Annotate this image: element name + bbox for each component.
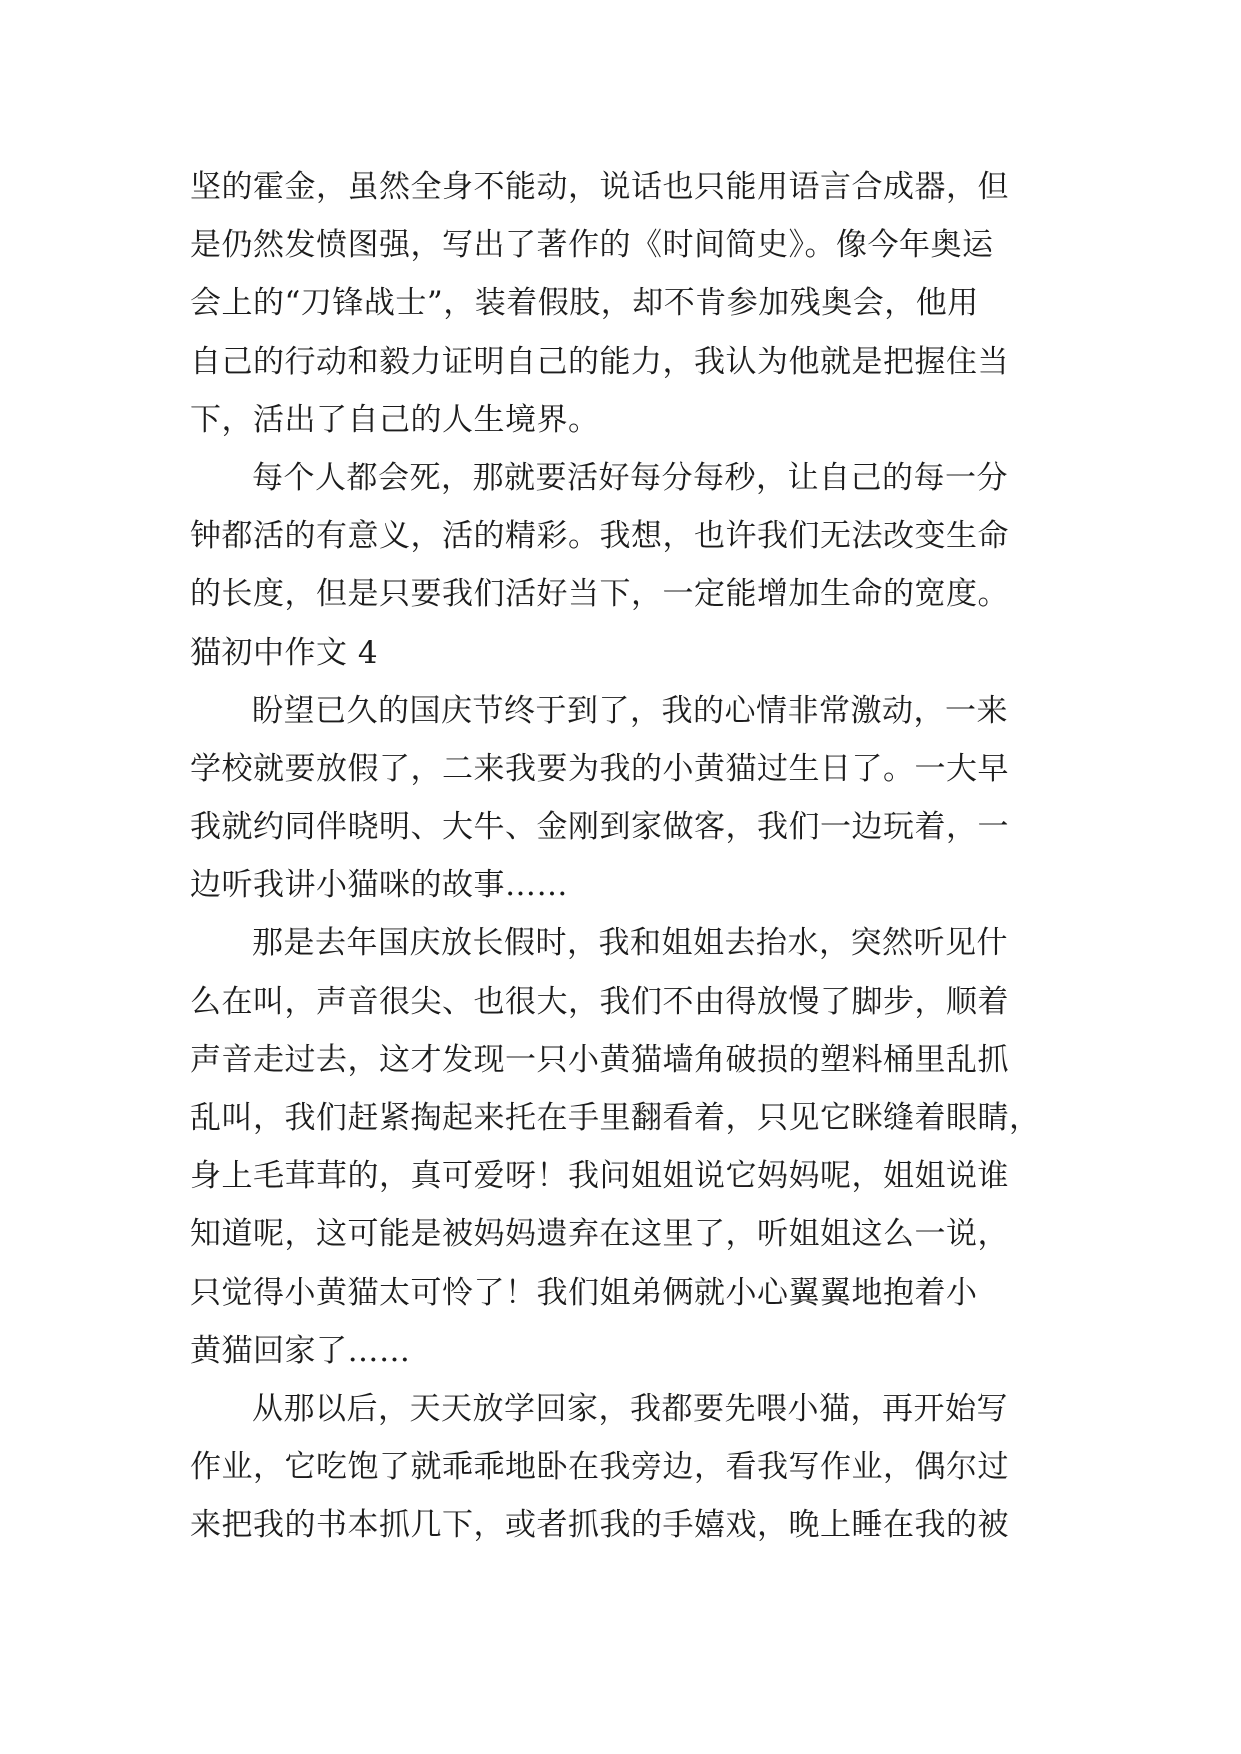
text-line: 坚的霍金，虽然全身不能动，说话也只能用语言合成器，但 [190, 169, 1009, 205]
text-line: 学校就要放假了，二来我要为我的小黄猫过生日了。一大早 [190, 750, 1009, 787]
text-line: 是仍然发愤图强，写出了著作的《时间简史》。像今年奥运 [190, 227, 994, 264]
text-line: 么在叫，声音很尖、也很大，我们不由得放慢了脚步，顺着 [190, 983, 1009, 1020]
text-line: 钟都活的有意义，活的精彩。我想，也许我们无法改变生命 [190, 518, 1009, 555]
paragraph-start-line: 从那以后，天天放学回家，我都要先喂小猫，再开始写 [252, 1390, 1008, 1427]
text-line: 边听我讲小猫咪的故事…… [190, 867, 568, 904]
paragraph-start-line: 每个人都会死，那就要活好每分每秒，让自己的每一分 [252, 459, 1008, 496]
text-line: 知道呢，这可能是被妈妈遗弃在这里了，听姐姐这么一说， [190, 1216, 1009, 1253]
document-body [190, 158, 1050, 1555]
text-line: 声音走过去，这才发现一只小黄猫墙角破损的塑料桶里乱抓 [190, 1041, 1009, 1078]
text-line: 下，活出了自己的人生境界。 [190, 401, 600, 438]
text-line: 只觉得小黄猫太可怜了！我们姐弟俩就小心翼翼地抱着小 [190, 1274, 978, 1311]
paragraph-start-line: 盼望已久的国庆节终于到了，我的心情非常激动，一来 [252, 692, 1008, 729]
text-line: 来把我的书本抓几下，或者抓我的手嬉戏，晚上睡在我的被 [190, 1507, 1009, 1544]
text-line: 身上毛茸茸的，真可爱呀！我问姐姐说它妈妈呢，姐姐说谁 [190, 1158, 1009, 1195]
text-line: 我就约同伴晓明、大牛、金刚到家做客，我们一边玩着，一 [190, 809, 1009, 846]
text-line: 作业，它吃饱了就乖乖地卧在我旁边，看我写作业，偶尔过 [190, 1449, 1009, 1486]
text-line: 乱叫，我们赶紧掏起来托在手里翻看着，只见它眯缝着眼睛， [190, 1100, 1041, 1136]
paragraph-start-line: 那是去年国庆放长假时，我和姐姐去抬水，突然听见什 [252, 925, 1008, 962]
text-line: 黄猫回家了…… [190, 1332, 411, 1369]
text-line: 的长度，但是只要我们活好当下，一定能增加生命的宽度。 [190, 576, 1009, 613]
text-line: 会上的“刀锋战士”，装着假肢，却不肯参加残奥会，他用 [190, 285, 979, 322]
section-heading: 猫初中作文 4 [190, 634, 379, 671]
text-line: 自己的行动和毅力证明自己的能力，我认为他就是把握住当 [190, 343, 1009, 380]
